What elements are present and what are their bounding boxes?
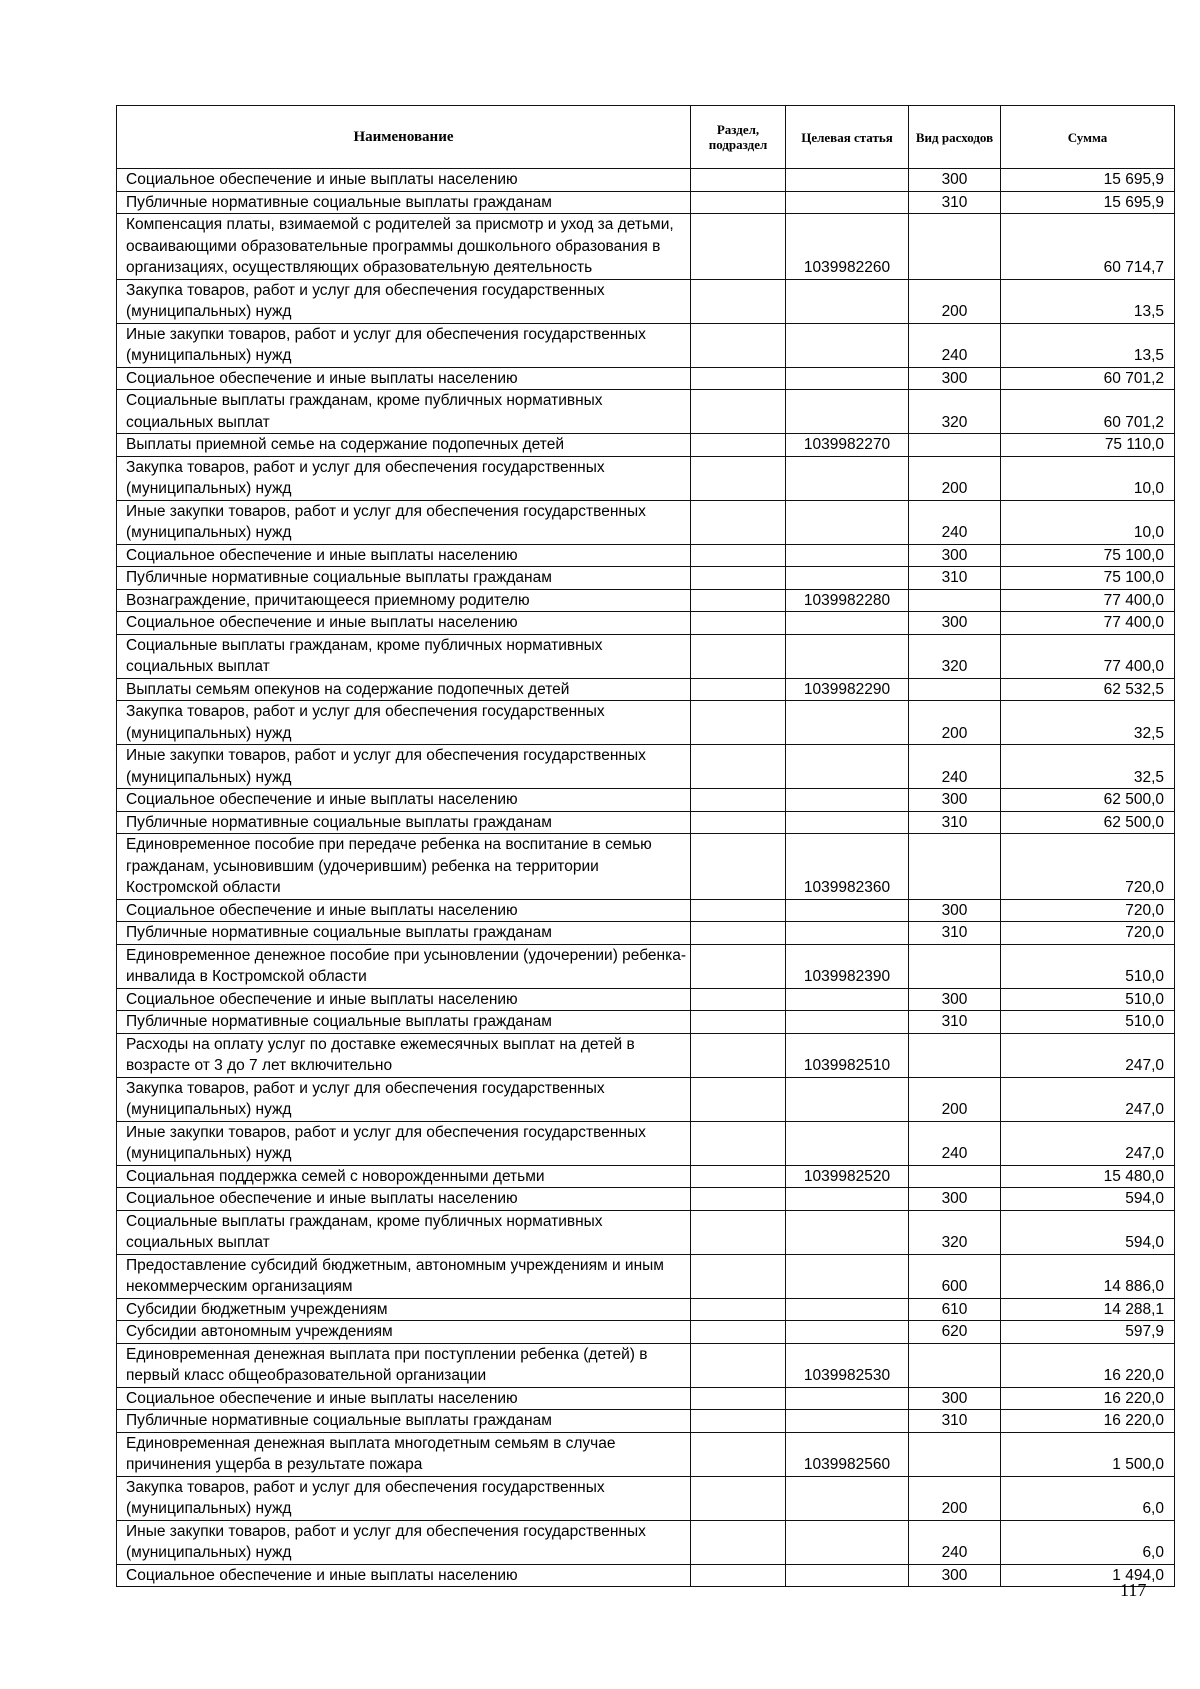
table-row (117, 1011, 1175, 1034)
cell-sum: 13,5 (1001, 323, 1175, 367)
cell-section (691, 988, 786, 1011)
cell-article (786, 544, 909, 567)
cell-sum: 16 220,0 (1001, 1387, 1175, 1410)
cell-name: Социальное обеспечение и иные выплаты населению (117, 169, 691, 192)
cell-kind: 610 (909, 1298, 1001, 1321)
cell-section (691, 922, 786, 945)
cell-article (786, 988, 909, 1011)
cell-name: Иные закупки товаров, работ и услуг для обеспечения государственных (муниципальных) нужд (117, 500, 691, 544)
table-row (117, 1476, 1175, 1520)
cell-article (786, 922, 909, 945)
cell-section (691, 456, 786, 500)
table-row (117, 191, 1175, 214)
cell-section (691, 1343, 786, 1387)
cell-name: Социальное обеспечение и иные выплаты населению (117, 1564, 691, 1587)
cell-name: Социальное обеспечение и иные выплаты населению (117, 789, 691, 812)
cell-section (691, 1033, 786, 1077)
cell-article (786, 745, 909, 789)
cell-kind (909, 944, 1001, 988)
table-row (117, 789, 1175, 812)
cell-kind: 620 (909, 1321, 1001, 1344)
table-row (117, 1321, 1175, 1344)
cell-sum: 77 400,0 (1001, 589, 1175, 612)
cell-article (786, 1476, 909, 1520)
cell-name: Социальное обеспечение и иные выплаты населению (117, 612, 691, 635)
cell-kind (909, 1165, 1001, 1188)
cell-section (691, 834, 786, 900)
cell-article (786, 789, 909, 812)
cell-sum: 6,0 (1001, 1520, 1175, 1564)
cell-section (691, 1188, 786, 1211)
cell-sum: 10,0 (1001, 500, 1175, 544)
table-row (117, 745, 1175, 789)
table-row (117, 899, 1175, 922)
cell-kind: 310 (909, 811, 1001, 834)
table-row (117, 1410, 1175, 1433)
cell-section (691, 500, 786, 544)
cell-name: Социальное обеспечение и иные выплаты населению (117, 1188, 691, 1211)
cell-name: Социальное обеспечение и иные выплаты населению (117, 988, 691, 1011)
table-row (117, 811, 1175, 834)
cell-section (691, 1210, 786, 1254)
cell-sum: 62 532,5 (1001, 678, 1175, 701)
cell-sum: 60 701,2 (1001, 367, 1175, 390)
cell-article (786, 612, 909, 635)
cell-section (691, 1520, 786, 1564)
cell-section (691, 367, 786, 390)
cell-article (786, 1298, 909, 1321)
table-row (117, 1121, 1175, 1165)
cell-sum: 15 695,9 (1001, 169, 1175, 192)
cell-section (691, 899, 786, 922)
cell-sum: 720,0 (1001, 834, 1175, 900)
table-row (117, 434, 1175, 457)
table-row (117, 456, 1175, 500)
cell-sum: 247,0 (1001, 1033, 1175, 1077)
table-row (117, 1188, 1175, 1211)
cell-article (786, 1121, 909, 1165)
cell-section (691, 434, 786, 457)
cell-article (786, 1321, 909, 1344)
cell-sum: 75 110,0 (1001, 434, 1175, 457)
cell-sum: 32,5 (1001, 701, 1175, 745)
cell-article (786, 811, 909, 834)
cell-name: Закупка товаров, работ и услуг для обеспечения государственных (муниципальных) нужд (117, 279, 691, 323)
cell-name: Социальные выплаты гражданам, кроме публичных нормативных социальных выплат (117, 634, 691, 678)
cell-kind: 300 (909, 789, 1001, 812)
cell-name: Единовременное денежное пособие при усыновлении (удочерении) ребенка-инвалида в Костромской области (117, 944, 691, 988)
cell-article (786, 367, 909, 390)
cell-sum: 510,0 (1001, 988, 1175, 1011)
table-body (117, 169, 1175, 1587)
cell-sum: 14 288,1 (1001, 1298, 1175, 1321)
cell-sum: 247,0 (1001, 1121, 1175, 1165)
cell-article (786, 500, 909, 544)
cell-sum: 62 500,0 (1001, 811, 1175, 834)
table-row (117, 544, 1175, 567)
cell-section (691, 1410, 786, 1433)
cell-section (691, 811, 786, 834)
cell-article: 1039982360 (786, 834, 909, 900)
cell-article (786, 456, 909, 500)
header-sum: Сумма (1001, 106, 1175, 169)
cell-sum: 6,0 (1001, 1476, 1175, 1520)
table-row (117, 922, 1175, 945)
cell-sum: 60 701,2 (1001, 390, 1175, 434)
cell-kind: 300 (909, 899, 1001, 922)
cell-section (691, 1298, 786, 1321)
table-row (117, 1254, 1175, 1298)
cell-kind (909, 589, 1001, 612)
cell-name: Выплаты семьям опекунов на содержание подопечных детей (117, 678, 691, 701)
header-name: Наименование (117, 106, 691, 169)
table-row (117, 367, 1175, 390)
cell-name: Социальное обеспечение и иные выплаты населению (117, 899, 691, 922)
cell-name: Публичные нормативные социальные выплаты гражданам (117, 811, 691, 834)
cell-kind: 300 (909, 1564, 1001, 1587)
cell-section (691, 745, 786, 789)
cell-name: Публичные нормативные социальные выплаты гражданам (117, 567, 691, 590)
table-row (117, 1387, 1175, 1410)
cell-section (691, 944, 786, 988)
cell-sum: 77 400,0 (1001, 634, 1175, 678)
cell-name: Компенсация платы, взимаемой с родителей за присмотр и уход за детьми, осваивающими образовательные программы дошкольного образования в организациях, осуществляющих образовательную деятельность (117, 214, 691, 280)
cell-sum: 32,5 (1001, 745, 1175, 789)
cell-kind: 240 (909, 1520, 1001, 1564)
cell-section (691, 1432, 786, 1476)
table-row (117, 1298, 1175, 1321)
cell-name: Публичные нормативные социальные выплаты гражданам (117, 191, 691, 214)
header-kind: Вид расходов (909, 106, 1001, 169)
table-row (117, 1210, 1175, 1254)
cell-name: Социальное обеспечение и иные выплаты населению (117, 1387, 691, 1410)
cell-article (786, 899, 909, 922)
cell-kind (909, 678, 1001, 701)
cell-name: Социальное обеспечение и иные выплаты населению (117, 544, 691, 567)
cell-kind (909, 214, 1001, 280)
table-row (117, 169, 1175, 192)
cell-section (691, 214, 786, 280)
cell-kind: 300 (909, 169, 1001, 192)
cell-article (786, 1210, 909, 1254)
cell-section (691, 544, 786, 567)
cell-sum: 15 695,9 (1001, 191, 1175, 214)
cell-article (786, 191, 909, 214)
cell-name: Публичные нормативные социальные выплаты гражданам (117, 922, 691, 945)
table-row (117, 567, 1175, 590)
cell-sum: 597,9 (1001, 1321, 1175, 1344)
cell-kind: 310 (909, 1410, 1001, 1433)
cell-article (786, 169, 909, 192)
cell-kind: 310 (909, 567, 1001, 590)
cell-sum: 720,0 (1001, 899, 1175, 922)
cell-name: Социальное обеспечение и иные выплаты населению (117, 367, 691, 390)
cell-section (691, 789, 786, 812)
cell-sum: 15 480,0 (1001, 1165, 1175, 1188)
table-row (117, 390, 1175, 434)
cell-name: Иные закупки товаров, работ и услуг для обеспечения государственных (муниципальных) нужд (117, 323, 691, 367)
cell-kind: 200 (909, 701, 1001, 745)
cell-sum: 594,0 (1001, 1188, 1175, 1211)
cell-kind (909, 434, 1001, 457)
cell-kind: 300 (909, 988, 1001, 1011)
cell-section (691, 169, 786, 192)
budget-table (116, 105, 1175, 1587)
cell-article (786, 323, 909, 367)
cell-kind: 200 (909, 456, 1001, 500)
cell-name: Вознаграждение, причитающееся приемному родителю (117, 589, 691, 612)
cell-kind: 240 (909, 745, 1001, 789)
cell-kind: 300 (909, 544, 1001, 567)
cell-section (691, 1165, 786, 1188)
cell-kind: 300 (909, 1387, 1001, 1410)
cell-section (691, 678, 786, 701)
cell-kind: 200 (909, 279, 1001, 323)
table-row (117, 1165, 1175, 1188)
budget-sheet (116, 105, 1174, 1587)
cell-name: Закупка товаров, работ и услуг для обеспечения государственных (муниципальных) нужд (117, 1476, 691, 1520)
cell-section (691, 567, 786, 590)
cell-sum: 510,0 (1001, 1011, 1175, 1034)
cell-article (786, 1188, 909, 1211)
cell-name: Субсидии автономным учреждениям (117, 1321, 691, 1344)
cell-article: 1039982530 (786, 1343, 909, 1387)
cell-kind: 310 (909, 922, 1001, 945)
header-section: Раздел, подраздел (691, 106, 786, 169)
cell-sum: 16 220,0 (1001, 1343, 1175, 1387)
cell-section (691, 1321, 786, 1344)
cell-article (786, 634, 909, 678)
cell-article (786, 279, 909, 323)
cell-article (786, 1410, 909, 1433)
cell-section (691, 279, 786, 323)
cell-kind: 200 (909, 1476, 1001, 1520)
cell-name: Публичные нормативные социальные выплаты гражданам (117, 1410, 691, 1433)
cell-article: 1039982520 (786, 1165, 909, 1188)
page-number: 117 (1120, 1580, 1147, 1600)
cell-section (691, 701, 786, 745)
table-row (117, 1520, 1175, 1564)
cell-kind: 240 (909, 500, 1001, 544)
table-row (117, 1077, 1175, 1121)
cell-name: Социальная поддержка семей с новорожденными детьми (117, 1165, 691, 1188)
cell-name: Единовременная денежная выплата при поступлении ребенка (детей) в первый класс общеобразовательной организации (117, 1343, 691, 1387)
table-row (117, 612, 1175, 635)
cell-name: Социальные выплаты гражданам, кроме публичных нормативных социальных выплат (117, 390, 691, 434)
cell-kind: 300 (909, 367, 1001, 390)
cell-sum: 16 220,0 (1001, 1410, 1175, 1433)
cell-name: Расходы на оплату услуг по доставке ежемесячных выплат на детей в возрасте от 3 до 7 лет включительно (117, 1033, 691, 1077)
table-row (117, 500, 1175, 544)
cell-section (691, 1011, 786, 1034)
table-row (117, 323, 1175, 367)
cell-article (786, 567, 909, 590)
table-header-row (117, 106, 1175, 169)
cell-article (786, 1011, 909, 1034)
cell-sum: 77 400,0 (1001, 612, 1175, 635)
cell-sum: 75 100,0 (1001, 567, 1175, 590)
table-row (117, 1033, 1175, 1077)
table-row (117, 678, 1175, 701)
cell-sum: 60 714,7 (1001, 214, 1175, 280)
cell-kind (909, 834, 1001, 900)
cell-name: Иные закупки товаров, работ и услуг для обеспечения государственных (муниципальных) нужд (117, 745, 691, 789)
cell-section (691, 1121, 786, 1165)
table-row (117, 834, 1175, 900)
cell-sum: 1 494,0 (1001, 1564, 1175, 1587)
table-row (117, 944, 1175, 988)
cell-kind: 310 (909, 1011, 1001, 1034)
table-row (117, 214, 1175, 280)
cell-section (691, 1077, 786, 1121)
cell-sum: 14 886,0 (1001, 1254, 1175, 1298)
cell-article (786, 1564, 909, 1587)
table-row (117, 701, 1175, 745)
cell-sum: 247,0 (1001, 1077, 1175, 1121)
cell-section (691, 589, 786, 612)
cell-kind: 200 (909, 1077, 1001, 1121)
cell-section (691, 191, 786, 214)
cell-kind (909, 1432, 1001, 1476)
table-row (117, 1343, 1175, 1387)
cell-name: Закупка товаров, работ и услуг для обеспечения государственных (муниципальных) нужд (117, 1077, 691, 1121)
cell-sum: 1 500,0 (1001, 1432, 1175, 1476)
cell-section (691, 1476, 786, 1520)
cell-article (786, 701, 909, 745)
cell-section (691, 390, 786, 434)
cell-article: 1039982510 (786, 1033, 909, 1077)
cell-sum: 62 500,0 (1001, 789, 1175, 812)
table-row (117, 634, 1175, 678)
cell-article: 1039982290 (786, 678, 909, 701)
cell-name: Публичные нормативные социальные выплаты гражданам (117, 1011, 691, 1034)
cell-sum: 13,5 (1001, 279, 1175, 323)
cell-kind: 300 (909, 1188, 1001, 1211)
cell-section (691, 1387, 786, 1410)
cell-article: 1039982260 (786, 214, 909, 280)
cell-name: Закупка товаров, работ и услуг для обеспечения государственных (муниципальных) нужд (117, 456, 691, 500)
cell-name: Единовременное пособие при передаче ребенка на воспитание в семью гражданам, усыновившим (удочерившим) ребенка на территории Костромской области (117, 834, 691, 900)
cell-section (691, 612, 786, 635)
table-row (117, 589, 1175, 612)
cell-kind: 300 (909, 612, 1001, 635)
cell-kind (909, 1033, 1001, 1077)
cell-article: 1039982390 (786, 944, 909, 988)
cell-kind: 240 (909, 1121, 1001, 1165)
cell-section (691, 1564, 786, 1587)
cell-article (786, 1520, 909, 1564)
cell-sum: 510,0 (1001, 944, 1175, 988)
header-article: Целевая статья (786, 106, 909, 169)
cell-sum: 720,0 (1001, 922, 1175, 945)
table-row (117, 279, 1175, 323)
cell-name: Иные закупки товаров, работ и услуг для обеспечения государственных (муниципальных) нужд (117, 1121, 691, 1165)
cell-article (786, 390, 909, 434)
cell-name: Единовременная денежная выплата многодетным семьям в случае причинения ущерба в результате пожара (117, 1432, 691, 1476)
cell-name: Субсидии бюджетным учреждениям (117, 1298, 691, 1321)
cell-sum: 75 100,0 (1001, 544, 1175, 567)
cell-article: 1039982280 (786, 589, 909, 612)
cell-section (691, 1254, 786, 1298)
cell-kind: 320 (909, 1210, 1001, 1254)
table-row (117, 988, 1175, 1011)
cell-section (691, 634, 786, 678)
cell-article: 1039982270 (786, 434, 909, 457)
table-row (117, 1564, 1175, 1587)
cell-name: Предоставление субсидий бюджетным, автономным учреждениям и иным некоммерческим организациям (117, 1254, 691, 1298)
cell-kind: 240 (909, 323, 1001, 367)
cell-name: Выплаты приемной семье на содержание подопечных детей (117, 434, 691, 457)
table-row (117, 1432, 1175, 1476)
cell-name: Иные закупки товаров, работ и услуг для обеспечения государственных (муниципальных) нужд (117, 1520, 691, 1564)
cell-article (786, 1254, 909, 1298)
cell-kind (909, 1343, 1001, 1387)
cell-kind: 600 (909, 1254, 1001, 1298)
cell-sum: 10,0 (1001, 456, 1175, 500)
cell-section (691, 323, 786, 367)
cell-article: 1039982560 (786, 1432, 909, 1476)
cell-name: Закупка товаров, работ и услуг для обеспечения государственных (муниципальных) нужд (117, 701, 691, 745)
cell-kind: 310 (909, 191, 1001, 214)
cell-kind: 320 (909, 634, 1001, 678)
cell-name: Социальные выплаты гражданам, кроме публичных нормативных социальных выплат (117, 1210, 691, 1254)
cell-article (786, 1077, 909, 1121)
cell-kind: 320 (909, 390, 1001, 434)
cell-article (786, 1387, 909, 1410)
cell-sum: 594,0 (1001, 1210, 1175, 1254)
